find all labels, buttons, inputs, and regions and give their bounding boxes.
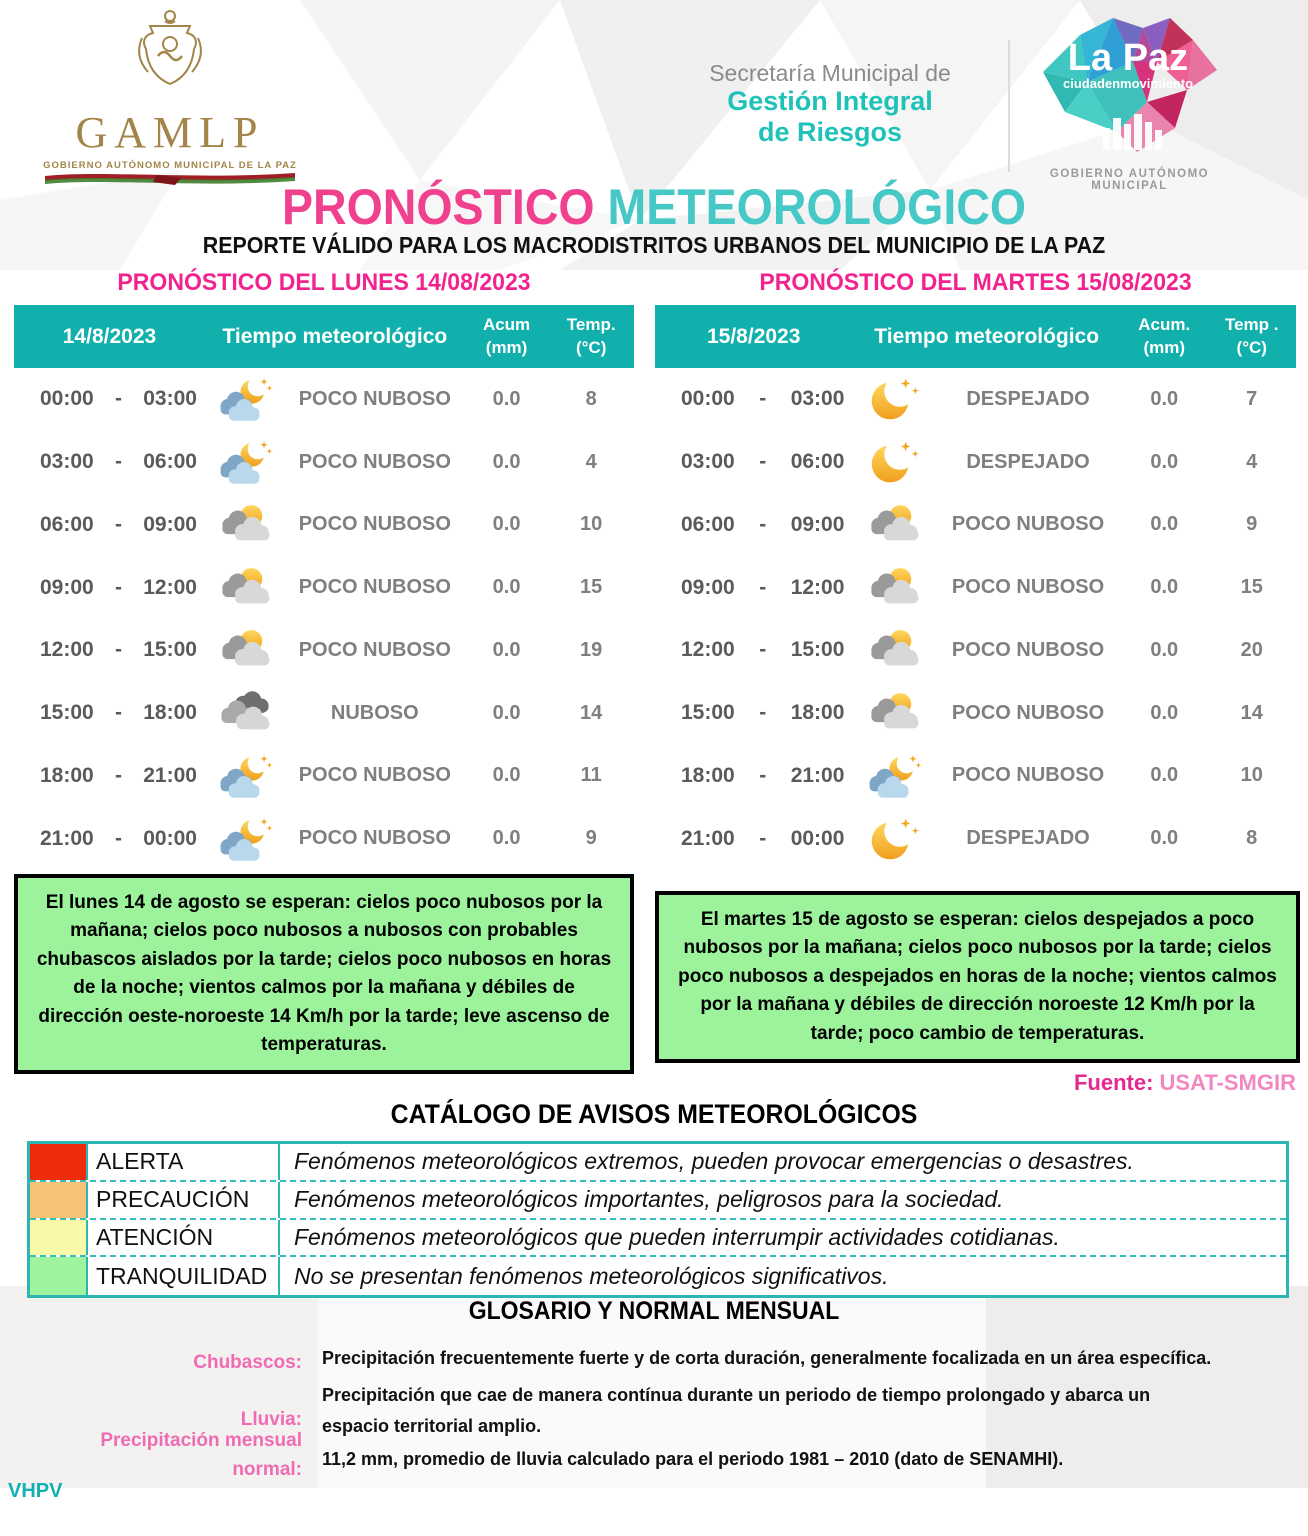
catalog-row <box>30 1144 1286 1182</box>
forecast-row <box>14 807 634 870</box>
time-end: 00:00 <box>143 826 197 850</box>
time-separator: - <box>759 450 767 474</box>
level-label: ALERTA <box>88 1144 280 1180</box>
time-separator: - <box>759 575 767 599</box>
temp-value: 20 <box>1240 638 1263 661</box>
time-end: 03:00 <box>143 387 197 411</box>
time-separator: - <box>759 512 767 536</box>
temp-header: Temp . (°C) <box>1224 315 1279 357</box>
time-separator: - <box>114 763 122 787</box>
time-range <box>14 701 205 725</box>
moon-icon <box>852 434 935 490</box>
time-start: 21:00 <box>681 826 735 850</box>
acum-value: 0.0 <box>1150 827 1179 850</box>
acum-value: 0.0 <box>1150 450 1179 473</box>
moon-icon <box>852 811 935 867</box>
glossary-def-lluvia: Precipitación que cae de manera contínua durante un periodo de tiempo prolongado y abarca un espacio territorial amplio. <box>322 1385 1151 1436</box>
time-end: 21:00 <box>790 763 845 787</box>
gamlp-crest-icon <box>122 8 218 100</box>
forecast-row <box>14 619 634 682</box>
time-separator: - <box>114 387 122 411</box>
acum-value: 0.0 <box>1150 513 1179 536</box>
moon-clouds-icon <box>205 814 285 864</box>
forecast-row <box>14 494 634 557</box>
acum-value: 0.0 <box>492 576 521 599</box>
condition-label: POCO NUBOSO <box>951 701 1105 724</box>
temp-value: 14 <box>1240 701 1263 724</box>
acum-value: 0.0 <box>1150 576 1179 599</box>
condition-label: DESPEJADO <box>966 827 1090 850</box>
time-separator: - <box>759 387 767 411</box>
catalog-row <box>30 1220 1286 1258</box>
time-end: 15:00 <box>790 638 845 662</box>
level-label: ATENCIÓN <box>88 1220 280 1256</box>
time-range <box>655 764 852 788</box>
time-separator: - <box>759 701 767 725</box>
clouds-icon <box>205 688 285 738</box>
condition-label: NUBOSO <box>330 701 419 724</box>
time-start: 21:00 <box>40 826 94 850</box>
level-description: Fenómenos meteorológicos que pueden interrumpir actividades cotidianas. <box>294 1223 1060 1250</box>
time-separator: - <box>759 763 767 787</box>
time-end: 00:00 <box>790 826 845 850</box>
time-start: 15:00 <box>40 701 94 725</box>
time-range <box>655 638 852 662</box>
time-end: 15:00 <box>143 638 197 662</box>
acum-value: 0.0 <box>492 764 521 787</box>
sun-clouds-icon <box>852 625 935 675</box>
date-header: 15/8/2023 <box>706 324 801 348</box>
time-end: 12:00 <box>790 575 845 599</box>
time-range <box>14 387 205 411</box>
level-description: No se presentan fenómenos meteorológicos significativos. <box>294 1262 889 1289</box>
author-initials: VHPV <box>8 1480 63 1502</box>
condition-label: POCO NUBOSO <box>298 513 451 536</box>
forecast-rows-monday <box>14 368 634 870</box>
level-color-swatch <box>30 1144 88 1180</box>
glossary-title: GLOSARIO Y NORMAL MENSUAL <box>468 1297 840 1325</box>
glossary-term-precipitacion: Precipitación mensual normal: <box>100 1430 302 1480</box>
catalog-title: CATÁLOGO DE AVISOS METEOROLÓGICOS <box>390 1099 918 1129</box>
sun-clouds-icon <box>852 688 935 738</box>
forecast-row <box>655 682 1296 745</box>
time-start: 06:00 <box>40 512 94 536</box>
temp-value: 8 <box>1246 827 1258 850</box>
time-end: 12:00 <box>143 575 197 599</box>
temp-value: 10 <box>1240 764 1263 787</box>
acum-value: 0.0 <box>492 450 521 473</box>
time-range <box>655 387 852 411</box>
condition-label: POCO NUBOSO <box>951 513 1105 536</box>
acum-value: 0.0 <box>1150 701 1179 724</box>
time-range <box>655 513 852 537</box>
level-label: TRANQUILIDAD <box>88 1257 280 1295</box>
time-range <box>14 638 205 662</box>
time-separator: - <box>759 638 767 662</box>
catalog-row <box>30 1182 1286 1220</box>
source-label: Fuente: <box>1073 1070 1154 1095</box>
gamlp-acronym: GAMLP <box>75 108 265 157</box>
svg-text:ciudadenmovimiento: ciudadenmovimiento <box>1062 76 1193 91</box>
forecast-row <box>14 745 634 808</box>
time-start: 15:00 <box>681 701 735 725</box>
sun-clouds-icon <box>852 563 935 613</box>
forecast-row <box>655 494 1296 557</box>
temp-value: 19 <box>580 638 603 661</box>
source-value: USAT-SMGIR <box>1153 1070 1296 1095</box>
svg-text:La Paz: La Paz <box>1067 37 1188 79</box>
forecast-row <box>655 556 1296 619</box>
condition-label: DESPEJADO <box>966 387 1090 410</box>
forecast-row <box>14 682 634 745</box>
temp-value: 9 <box>585 827 597 850</box>
summary-tuesday: El martes 15 de agosto se esperan: cielos despejados a poco nubosos por la mañana; cielos poco nubosos por la tarde; cielos poco nubosos a despejados en horas de la noche; vientos calmos por la mañana y débiles de dirección noroeste 12 Km/h por la tarde; poco cambio de temperaturas. <box>655 891 1300 1063</box>
time-end: 09:00 <box>143 512 197 536</box>
temp-value: 4 <box>1246 450 1258 473</box>
acum-value: 0.0 <box>492 827 521 850</box>
forecast-row <box>655 619 1296 682</box>
moon-clouds-icon <box>205 374 285 424</box>
level-color-swatch <box>30 1257 88 1295</box>
secretaria-block <box>660 60 1000 149</box>
forecast-table-tuesday <box>655 266 1296 870</box>
acum-value: 0.0 <box>492 701 521 724</box>
time-separator: - <box>114 512 122 536</box>
forecast-heading-tuesday: PRONÓSTICO DEL MARTES 15/08/2023 <box>759 269 1192 296</box>
time-end: 18:00 <box>143 701 197 725</box>
time-start: 12:00 <box>681 638 735 662</box>
table-header-monday <box>14 305 634 368</box>
sun-clouds-icon <box>205 563 285 613</box>
sun-clouds-icon <box>205 500 285 550</box>
temp-value: 11 <box>580 764 602 787</box>
time-end: 03:00 <box>790 387 845 411</box>
secretaria-line1: Secretaría Municipal de <box>709 60 951 86</box>
acum-value: 0.0 <box>1150 638 1179 661</box>
glossary-term-lluvia: Lluvia: <box>240 1409 302 1430</box>
condition-label: POCO NUBOSO <box>951 576 1105 599</box>
table-header-tuesday <box>655 305 1296 368</box>
time-range <box>14 764 205 788</box>
catalog-table <box>27 1141 1289 1298</box>
temp-value: 8 <box>585 387 597 410</box>
time-start: 00:00 <box>40 387 94 411</box>
glossary-term-chubascos: Chubascos: <box>193 1352 302 1373</box>
time-start: 09:00 <box>681 575 735 599</box>
condition-label: POCO NUBOSO <box>298 638 451 661</box>
condition-label: POCO NUBOSO <box>298 764 451 787</box>
catalog-row <box>30 1257 1286 1295</box>
time-range <box>655 576 852 600</box>
forecast-rows-tuesday <box>655 368 1296 870</box>
level-description: Fenómenos meteorológicos extremos, pueden provocar emergencias o desastres. <box>294 1148 1134 1175</box>
acum-value: 0.0 <box>1150 764 1179 787</box>
secretaria-line2: Gestión Integral <box>727 86 933 117</box>
condition-label: POCO NUBOSO <box>298 387 451 410</box>
time-end: 06:00 <box>143 450 197 474</box>
page-subtitle: REPORTE VÁLIDO PARA LOS MACRODISTRITOS URBANOS DEL MUNICIPIO DE LA PAZ <box>202 232 1106 258</box>
time-start: 18:00 <box>681 763 735 787</box>
header-divider <box>1008 40 1010 172</box>
time-end: 21:00 <box>143 763 197 787</box>
gamlp-caption: GOBIERNO AUTÓNOMO MUNICIPAL DE LA PAZ <box>43 160 297 171</box>
time-start: 12:00 <box>40 638 94 662</box>
time-range <box>14 827 205 851</box>
temp-value: 15 <box>1240 576 1263 599</box>
page-title-part2: METEOROLÓGICO <box>594 179 1027 235</box>
time-separator: - <box>114 638 122 662</box>
time-start: 06:00 <box>681 512 735 536</box>
time-start: 00:00 <box>681 387 735 411</box>
temp-value: 7 <box>1246 387 1258 410</box>
acum-header: Acum. (mm) <box>1138 315 1191 357</box>
forecast-table-monday <box>14 266 634 870</box>
gamlp-logo <box>40 8 300 192</box>
condition-label: DESPEJADO <box>966 450 1090 473</box>
condition-label: POCO NUBOSO <box>298 827 451 850</box>
forecast-row <box>14 431 634 494</box>
time-separator: - <box>114 701 122 725</box>
time-separator: - <box>114 450 122 474</box>
time-start: 09:00 <box>40 575 94 599</box>
acum-value: 0.0 <box>492 387 521 410</box>
time-start: 03:00 <box>681 450 735 474</box>
temp-value: 4 <box>585 450 597 473</box>
page-title-part1: PRONÓSTICO <box>281 179 595 235</box>
lapaz-logo <box>1022 10 1237 192</box>
forecast-row <box>655 807 1296 870</box>
source-line <box>1074 1070 1296 1096</box>
condition-label: POCO NUBOSO <box>951 638 1105 661</box>
level-color-swatch <box>30 1182 88 1218</box>
acum-header: Acum (mm) <box>482 315 531 357</box>
moon-clouds-icon <box>205 437 285 487</box>
level-label: PRECAUCIÓN <box>88 1182 280 1218</box>
condition-label: POCO NUBOSO <box>951 764 1105 787</box>
time-separator: - <box>114 826 122 850</box>
weather-header: Tiempo meteorológico <box>222 324 448 348</box>
time-range <box>14 576 205 600</box>
weather-header: Tiempo meteorológico <box>874 324 1100 348</box>
time-start: 03:00 <box>40 450 94 474</box>
moon-icon <box>852 371 935 427</box>
condition-label: POCO NUBOSO <box>298 576 451 599</box>
page-title <box>46 178 1262 236</box>
summary-monday: El lunes 14 de agosto se esperan: cielos poco nubosos por la mañana; cielos poco nubosos a nubosos con probables chubascos aislados por la tarde; cielos poco nubosos en horas de la noche; vientos calmos por la mañana y débiles de dirección oeste-noroeste 14 Km/h por la tarde; leve ascenso de temperaturas. <box>14 874 634 1074</box>
moon-clouds-icon <box>852 751 935 801</box>
sun-clouds-icon <box>205 625 285 675</box>
time-range <box>655 827 852 851</box>
lapaz-caption: GOBIERNO AUTÓNOMO MUNICIPAL <box>1049 168 1210 192</box>
time-end: 09:00 <box>790 512 845 536</box>
forecast-row <box>655 368 1296 431</box>
lapaz-polygon-icon <box>1025 10 1235 160</box>
date-header: 14/8/2023 <box>62 324 157 348</box>
temp-value: 14 <box>580 701 603 724</box>
time-separator: - <box>759 826 767 850</box>
secretaria-line3: de Riesgos <box>757 117 903 148</box>
temp-value: 9 <box>1246 513 1258 536</box>
glossary-def-chubascos: Precipitación frecuentemente fuerte y de corta duración, generalmente focalizada en un área específica. <box>322 1348 1212 1368</box>
sun-clouds-icon <box>852 500 935 550</box>
time-separator: - <box>114 575 122 599</box>
forecast-row <box>655 745 1296 808</box>
forecast-row <box>14 368 634 431</box>
temp-value: 15 <box>580 576 603 599</box>
time-range <box>655 701 852 725</box>
moon-clouds-icon <box>205 751 285 801</box>
time-end: 18:00 <box>790 701 845 725</box>
acum-value: 0.0 <box>492 638 521 661</box>
forecast-row <box>655 431 1296 494</box>
temp-header: Temp. (°C) <box>566 315 616 357</box>
temp-value: 10 <box>580 513 603 536</box>
time-end: 06:00 <box>790 450 845 474</box>
time-range <box>14 513 205 537</box>
level-color-swatch <box>30 1220 88 1256</box>
forecast-row <box>14 556 634 619</box>
acum-value: 0.0 <box>1150 387 1179 410</box>
forecast-heading-monday: PRONÓSTICO DEL LUNES 14/08/2023 <box>117 269 531 296</box>
acum-value: 0.0 <box>492 513 521 536</box>
glossary-def-precipitacion: 11,2 mm, promedio de lluvia calculado para el periodo 1981 – 2010 (dato de SENAMHI). <box>322 1449 1064 1469</box>
condition-label: POCO NUBOSO <box>298 450 451 473</box>
time-range <box>655 450 852 474</box>
time-start: 18:00 <box>40 763 94 787</box>
time-range <box>14 450 205 474</box>
level-description: Fenómenos meteorológicos importantes, peligrosos para la sociedad. <box>294 1186 1004 1213</box>
